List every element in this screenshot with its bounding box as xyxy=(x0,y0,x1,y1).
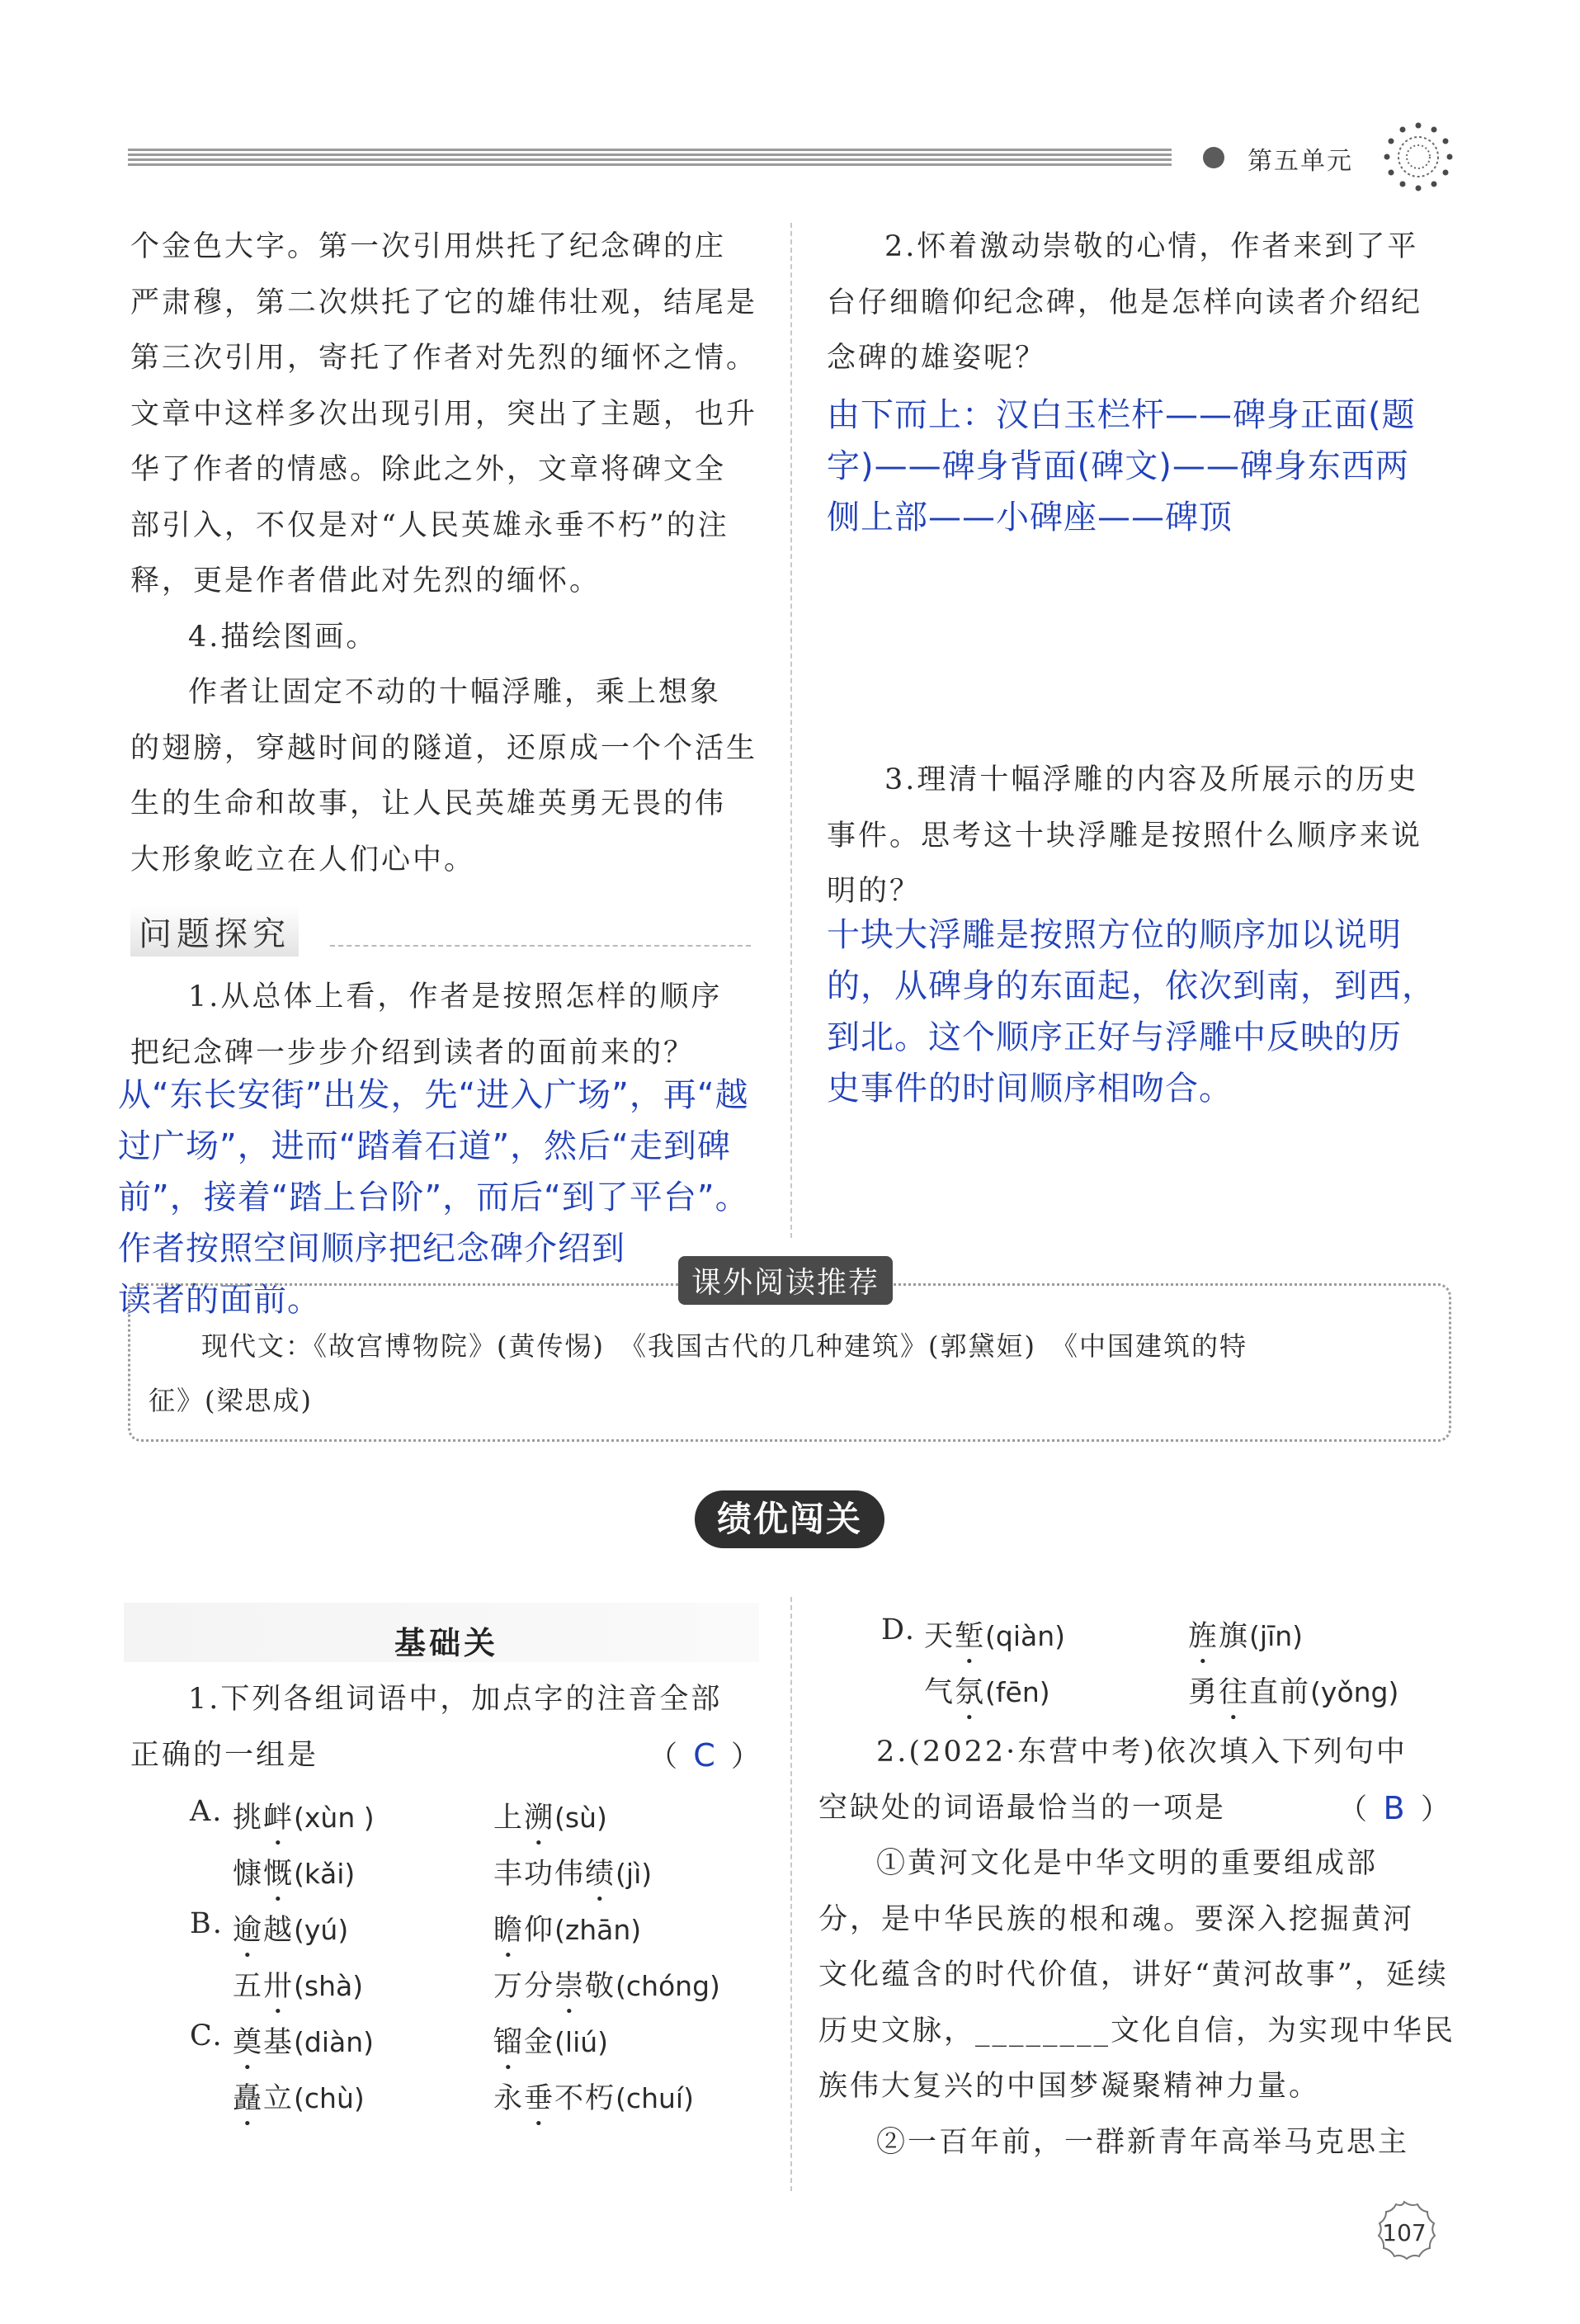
answer-line: 前”，接着“踏上台阶”，而后“到了平台”。 xyxy=(118,1179,749,1216)
question-line: 1.下列各组词语中，加点字的注音全部 xyxy=(188,1683,723,1716)
answer-line: 读者的面前。 xyxy=(118,1281,321,1319)
dotted-character: 瞻 xyxy=(493,1914,525,1947)
option-word: 天堑(qiàn) xyxy=(924,1620,1066,1653)
option-word: 勇往直前(yǒng) xyxy=(1188,1676,1399,1709)
header-rule xyxy=(128,149,1172,168)
text-line: 文章中这样多次出现引用，突出了主题，也升 xyxy=(130,397,758,431)
header-bullet-icon xyxy=(1203,147,1224,168)
option-word: 永垂不朽(chuí) xyxy=(493,2082,694,2115)
reading-line: 现代文：《故宫博物院》(黄传惕) 《我国古代的几种建筑》(郭黛姮) 《中国建筑的特 xyxy=(201,1330,1247,1362)
dotted-character: 逾 xyxy=(233,1914,264,1947)
level-banner xyxy=(695,1490,884,1548)
answer-line: 从“东长安街”出发，先“进入广场”，再“越 xyxy=(118,1076,749,1114)
text-line: 历史文脉，________文化自信，为实现中华民 xyxy=(818,2014,1456,2048)
pinyin: (diàn) xyxy=(294,2026,375,2058)
text-line: 的翅膀，穿越时间的隧道，还原成一个个活生 xyxy=(130,731,758,765)
pinyin: (kǎi) xyxy=(294,1858,356,1890)
question-line: 空缺处的词语最恰当的一项是 xyxy=(818,1791,1227,1825)
pinyin: (chuí) xyxy=(615,2082,694,2114)
dotted-character: 溯 xyxy=(524,1802,555,1835)
item4-title: 4.描绘图画。 xyxy=(188,620,378,654)
pinyin: (jì) xyxy=(615,1858,653,1890)
dotted-character: 堑 xyxy=(955,1620,986,1653)
unit-title: 第五单元 xyxy=(1247,147,1353,176)
pinyin: (fēn) xyxy=(985,1676,1050,1708)
answer-line: 史事件的时间顺序相吻合。 xyxy=(827,1070,1233,1108)
answer-3 xyxy=(827,909,1479,1114)
dotted-character: 崇 xyxy=(554,1970,586,2003)
question-line: 事件。思考这十块浮雕是按照什么顺序来说 xyxy=(827,819,1423,853)
text-line: 生的生命和故事，让人民英雄英勇无畏的伟 xyxy=(130,787,727,820)
text-line: 部引入，不仅是对“人民英雄永垂不朽”的注 xyxy=(130,508,729,542)
option-word: 五卅(shà) xyxy=(233,1970,364,2003)
choice-answer: B xyxy=(1383,1789,1408,1826)
reading-list xyxy=(149,1319,1423,1428)
dotted-character: 镏 xyxy=(493,2026,525,2059)
option-label: A. xyxy=(190,1795,224,1828)
option-word: 上溯(sù) xyxy=(493,1802,607,1835)
pinyin: (yǒng) xyxy=(1310,1676,1399,1708)
dotted-character: 奠 xyxy=(233,2026,264,2059)
choice-answer: C xyxy=(693,1736,718,1774)
tag-divider xyxy=(330,945,751,947)
text-line: 作者让固定不动的十幅浮雕，乘上想象 xyxy=(188,676,722,709)
basic-question-1 xyxy=(130,1672,766,1783)
question-3 xyxy=(827,753,1462,920)
pinyin: (qiàn) xyxy=(985,1620,1066,1652)
answer-2 xyxy=(827,390,1479,543)
question-line: 明的？ xyxy=(827,875,922,908)
option-word: 慷慨(kǎi) xyxy=(233,1858,356,1891)
pinyin: (liú) xyxy=(554,2026,609,2058)
question-line: 把纪念碑一步步介绍到读者的面前来的？ xyxy=(130,1036,696,1070)
text-line: 第三次引用，寄托了作者对先烈的缅怀之情。 xyxy=(130,342,758,375)
option-word: 奠基(diàn) xyxy=(233,2026,375,2059)
dotted-character: 氛 xyxy=(955,1676,986,1709)
answer-bracket: （ B ） xyxy=(1338,1781,1452,1839)
dotted-character: 慨 xyxy=(263,1858,295,1891)
dotted-character: 卅 xyxy=(263,1970,295,2003)
answer-line: 的，从碑身的东面起，依次到南，到西， xyxy=(827,967,1436,1005)
pinyin: (chóng) xyxy=(615,1970,720,2002)
question-line: 2.怀着激动崇敬的心情，作者来到了平 xyxy=(884,230,1419,263)
question-2 xyxy=(827,220,1462,387)
option-word: 旌旗(jīn) xyxy=(1188,1620,1304,1653)
answer-line: 十块大浮雕是按照方位的顺序加以说明 xyxy=(827,916,1402,954)
pinyin: (chù) xyxy=(294,2082,365,2114)
answer-line: 字)——碑身背面(碑文)——碑身东西两 xyxy=(827,447,1409,485)
option-word: 矗立(chù) xyxy=(233,2082,365,2115)
option-word: 瞻仰(zhān) xyxy=(493,1914,642,1947)
reading-box-title: 课外阅读推荐 xyxy=(678,1256,893,1305)
basic-question-2 xyxy=(818,1725,1470,2170)
answer-line: 作者按照空间顺序把纪念碑介绍到 xyxy=(118,1230,625,1268)
question-line: 2.(2022·东营中考)依次填入下列句中 xyxy=(876,1736,1408,1769)
text-line: 族伟大复兴的中国梦凝聚精神力量。 xyxy=(818,2070,1321,2103)
dotted-character: 往 xyxy=(1219,1676,1250,1709)
pinyin: (shà) xyxy=(294,1970,364,2002)
basic-level-title: 基础关 xyxy=(394,1624,499,1661)
question-line: 1.从总体上看，作者是按照怎样的顺序 xyxy=(188,980,723,1013)
text-line: 华了作者的情感。除此之外，文章将碑文全 xyxy=(130,453,727,486)
column-divider xyxy=(790,223,792,1238)
question-line: 台仔细瞻仰纪念碑，他是怎样向读者介绍纪 xyxy=(827,286,1423,319)
dotted-character: 垂 xyxy=(524,2082,555,2115)
question-line: 念碑的雄姿呢？ xyxy=(827,342,1047,375)
text-line: 分，是中华民族的根和魂。要深入挖掘黄河 xyxy=(818,1902,1415,1936)
option-word: 逾越(yú) xyxy=(233,1914,349,1947)
banner-title: 绩优闯关 xyxy=(716,1499,862,1539)
pinyin: (zhān) xyxy=(554,1914,642,1946)
pinyin: (jīn) xyxy=(1249,1620,1304,1652)
option-word: 镏金(liú) xyxy=(493,2026,609,2059)
option-word: 丰功伟绩(jì) xyxy=(493,1858,653,1891)
sun-ornament-icon xyxy=(1382,120,1455,193)
option-label: B. xyxy=(190,1907,224,1940)
dotted-character: 旌 xyxy=(1188,1620,1219,1653)
question-line: 正确的一组是 xyxy=(130,1738,319,1772)
section-tag: 问题探究 xyxy=(130,906,299,957)
answer-line: 到北。这个顺序正好与浮雕中反映的历 xyxy=(827,1018,1402,1056)
option-word: 气氛(fēn) xyxy=(924,1676,1050,1709)
option-label: D. xyxy=(881,1613,916,1646)
pinyin: (yú) xyxy=(294,1914,349,1946)
dotted-character: 绩 xyxy=(585,1858,616,1891)
text-line: 释，更是作者借此对先烈的缅怀。 xyxy=(130,564,601,598)
text-line: 严肃穆，第二次烘托了它的雄伟壮观，结尾是 xyxy=(130,286,758,319)
answer-line: 过广场”，进而“踏着石道”，然后“走到碑 xyxy=(118,1127,731,1165)
question-1 xyxy=(130,970,766,1081)
text-line: ②一百年前，一群新青年高举马克思主 xyxy=(876,2125,1410,2159)
text-line: 文化蕴含的时代价值，讲好“黄河故事”，延续 xyxy=(818,1958,1449,1991)
option-label: C. xyxy=(190,2019,224,2052)
answer-line: 由下而上：汉白玉栏杆——碑身正面(题 xyxy=(827,396,1416,434)
dotted-character: 矗 xyxy=(233,2082,264,2115)
option-word: 万分崇敬(chóng) xyxy=(493,1970,720,2003)
left-analysis-text xyxy=(130,220,766,888)
text-line: ①黄河文化是中华文明的重要组成部 xyxy=(876,1847,1379,1880)
column-divider-lower xyxy=(790,1597,792,2191)
option-word: 挑衅(xùn ) xyxy=(233,1802,375,1835)
page-number: 107 xyxy=(1382,2219,1427,2246)
text-line: 个金色大字。第一次引用烘托了纪念碑的庄 xyxy=(130,230,727,263)
pinyin: (sù) xyxy=(554,1802,607,1834)
answer-line: 侧上部——小碑座——碑顶 xyxy=(827,498,1233,536)
dotted-character: 衅 xyxy=(263,1802,295,1835)
pinyin: (xùn ) xyxy=(294,1802,375,1834)
reading-line: 征》(梁思成) xyxy=(149,1385,313,1416)
text-line: 大形象屹立在人们心中。 xyxy=(130,843,476,876)
answer-bracket: （ C ） xyxy=(649,1728,762,1786)
question-line: 3.理清十幅浮雕的内容及所展示的历史 xyxy=(884,763,1419,796)
